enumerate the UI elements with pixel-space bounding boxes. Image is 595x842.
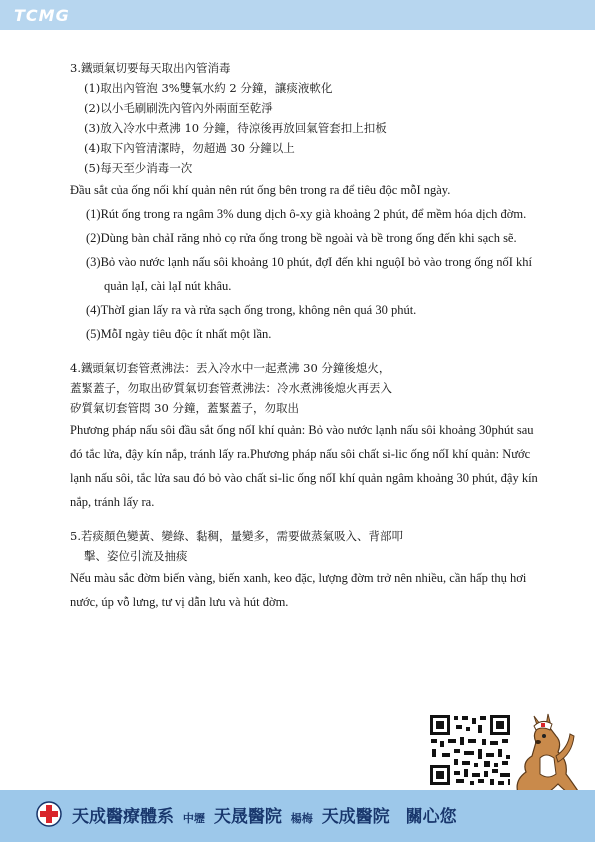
section-title-line: 4.鐵頭氣切套管煮沸法：丟入冷水中一起煮沸 30 分鐘後熄火， [70, 361, 391, 375]
vn-step-item: (2)Dùng bàn chảI răng nhỏ cọ rửa ống trong bề ngoài và bề trong ống đến khi sạch sẽ. [86, 231, 517, 245]
vn-step-item: (3)Bỏ vào nước lạnh nấu sôi khoảng 10 phút, đợI đến khi nguộI bỏ vào trong ống nốI khí quản lạI, cài lạI nút khâu. [86, 255, 532, 293]
location-label: 中壢 [182, 812, 205, 825]
section-title-line: 矽質氣切套管悶 30 分鐘，蓋緊蓋子，勿取出 [70, 401, 299, 415]
section-title-line: 擊、姿位引流及抽痰 [84, 549, 188, 563]
tcmg-logo: TCMG [14, 6, 70, 25]
step-item: (2)以小毛刷刷洗內管內外兩面至乾淨 [84, 101, 273, 115]
section-3 [70, 58, 540, 346]
hospital-name: 天成醫院 [321, 807, 390, 827]
qr-code[interactable] [428, 713, 512, 787]
vn-paragraph: Nếu màu sắc đờm biến vàng, biến xanh, keo đặc, lượng đờm trở nên nhiều, cần hấp thụ hơi nước, úp vỗ lưng, tư vị dẫn lưu và hút đờm. [70, 571, 527, 609]
hospital-name: 天晟醫院 [213, 807, 282, 827]
hospital-cross-icon [36, 801, 62, 827]
section-title-line: 5.若痰顏色變黃、變綠、黏稠，量變多，需要做蒸氣吸入、背部叩 [70, 529, 403, 543]
vn-intro: Đầu sắt của ống nối khí quản nên rút ống bên trong ra để tiêu độc mỗI ngày. [70, 183, 451, 197]
document-body [70, 58, 540, 614]
vn-step-item: (4)ThờI gian lấy ra và rửa sạch ống trong, không nên quá 30 phút. [86, 303, 417, 317]
section-4 [70, 358, 540, 514]
vn-paragraph: Phương pháp nấu sôi đầu sắt ống nốI khí quản: Bỏ vào nước lạnh nấu sôi khoảng 30phút sau đó tắc lửa, đậy kín nắp, tránh lấy ra.Phương pháp nấu sôi chất si-lic ống nốI khí quản: Nước lạnh nấu sôi, tắc lửa sau đó bỏ vào chất si-lic ống nốI khí quản ngâm khoảng 30 phút, đậy kín nắp, tránh lấy ra. [70, 423, 538, 509]
location-label: 楊梅 [290, 812, 313, 825]
section-5 [70, 526, 540, 614]
page-header [0, 0, 595, 30]
step-item: (5)每天至少消毒一次 [84, 161, 193, 175]
section-title-line: 蓋緊蓋子，勿取出矽質氣切套管煮沸法：冷水煮沸後熄火再丟入 [70, 381, 392, 395]
footer-brand [72, 802, 457, 827]
vn-step-item: (1)Rút ống trong ra ngâm 3% dung dịch ô-xy già khoảng 2 phút, để mềm hóa dịch đờm. [86, 207, 527, 221]
slogan: 關心您 [405, 807, 457, 827]
vn-step-item: (5)MỗI ngày tiêu độc ít nhất một lần. [86, 327, 272, 341]
step-item: (3)放入冷水中煮沸 10 分鐘，待涼後再放回氣管套扣上扣板 [84, 121, 387, 135]
step-item: (4)取下內管清潔時，勿超過 30 分鐘以上 [84, 141, 295, 155]
section-title: 3.鐵頭氣切要每天取出內管消毒 [70, 61, 231, 75]
brand-group-name: 天成醫療體系 [72, 807, 174, 827]
page-footer [0, 790, 595, 842]
step-item: (1)取出內管泡 3%雙氧水約 2 分鐘，讓痰液軟化 [84, 81, 333, 95]
